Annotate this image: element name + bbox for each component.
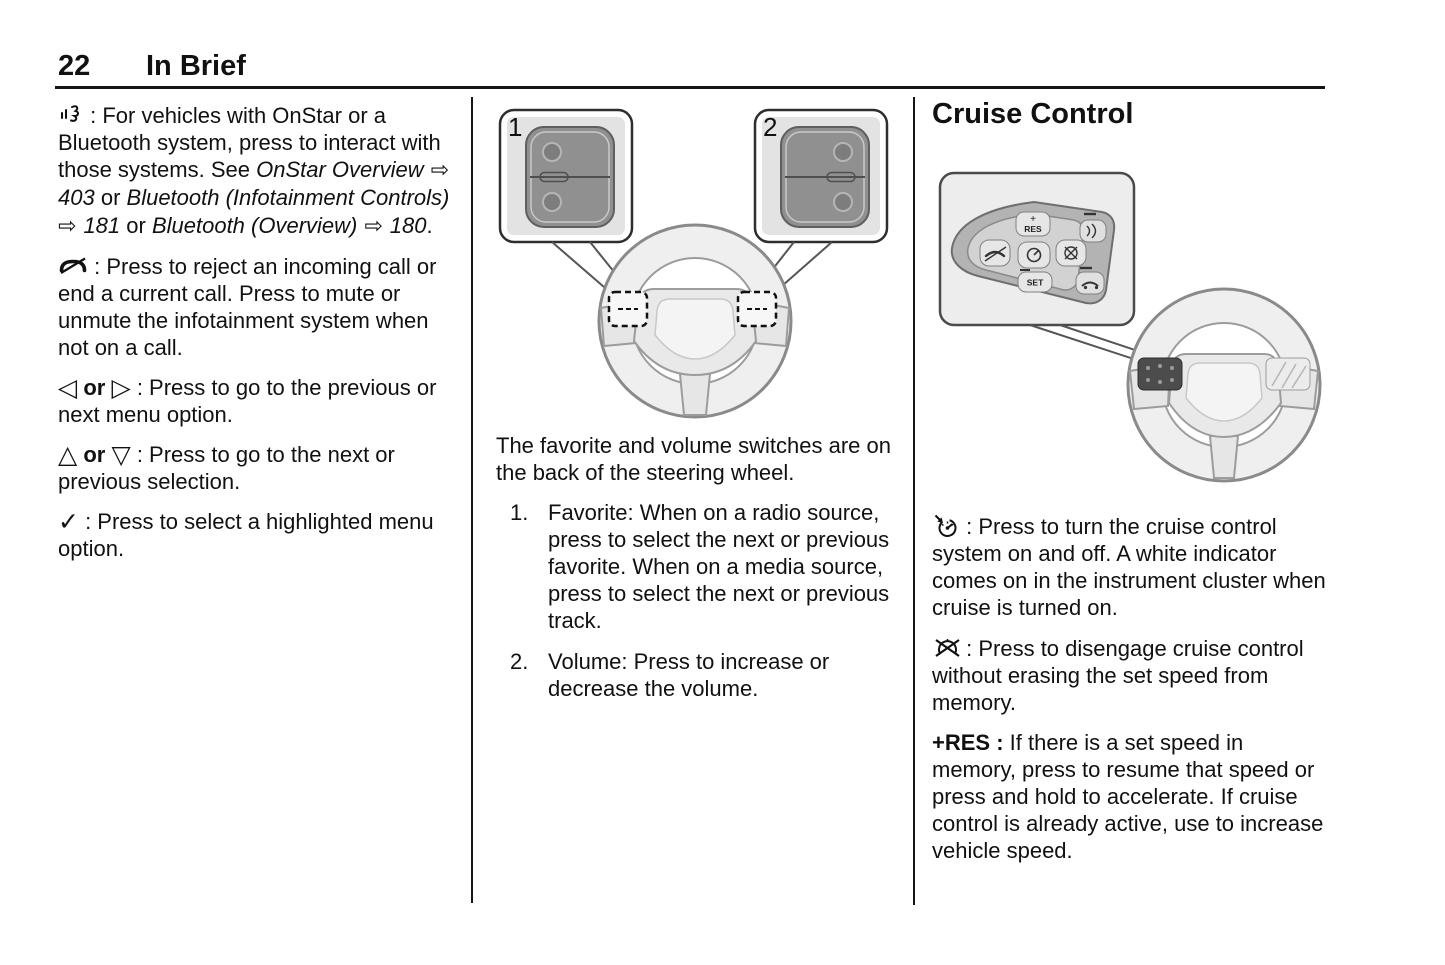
res-label: RES [1024, 224, 1042, 234]
header-rule [55, 86, 1325, 89]
steering-wheel-front [599, 225, 791, 417]
column-divider-2 [913, 97, 915, 905]
res-plus-label: + [1030, 214, 1036, 225]
callout-label-2: 2 [763, 112, 778, 142]
switch-list [496, 499, 894, 702]
middle-column [496, 432, 894, 716]
cruise-cancel-paragraph [932, 634, 1332, 716]
end-call-paragraph [58, 253, 458, 361]
voice-paragraph [58, 102, 458, 240]
list-number: 1. [510, 500, 529, 525]
cruise-on-off-icon [932, 512, 960, 538]
text-run: Press to select a highlighted menu option. [58, 509, 434, 561]
set-label: SET [1026, 277, 1044, 288]
cruise-pad-callout-box [940, 173, 1134, 325]
res-paragraph [932, 729, 1332, 864]
cruise-onoff-paragraph [932, 512, 1332, 621]
cruise-control-figure [934, 168, 1334, 486]
colon: : [78, 509, 98, 534]
callout-box-1 [500, 110, 632, 242]
colon: : [130, 375, 150, 400]
xref-page: 181 [83, 213, 121, 238]
section-title: In Brief [146, 50, 246, 82]
cruise-button-pad [1138, 358, 1182, 390]
colon: : [960, 636, 979, 661]
page-number: 22 [58, 50, 91, 82]
colon: : [960, 514, 979, 539]
steering-wheel-cruise [1128, 289, 1320, 481]
checkmark-icon: ✓ [58, 507, 79, 536]
steering-wheel-switches-figure [492, 103, 892, 421]
text-run: If there is a set speed in memory, press to resume that speed or press and hold to accelerate. If cruise control is already active, use to increase vehicle speed. [932, 730, 1324, 863]
end-call-icon [58, 254, 88, 278]
down-triangle-icon: ▽ [111, 440, 131, 469]
callout-label-1: 1 [508, 112, 523, 142]
next-triangle-icon: ▷ [111, 373, 131, 402]
text-run: Press to reject an incoming call or end a current call. Press to mute or unmute the infotainment system when not on a call. [58, 254, 437, 360]
xref-title: OnStar Overview [256, 157, 424, 182]
list-item [496, 648, 894, 702]
list-item [496, 499, 894, 634]
column-divider-1 [471, 97, 473, 903]
xref-arrow: ⇨ [423, 158, 450, 183]
select-paragraph [58, 508, 458, 562]
xref-title: Bluetooth (Infotainment Controls) [126, 185, 450, 210]
xref-title: Bluetooth (Overview) [151, 213, 358, 238]
text-run: For vehicles with OnStar or a Bluetooth system, press to interact with those systems. See [58, 103, 441, 182]
text-run: or [120, 213, 152, 238]
text-run: Press to turn the cruise control system on and off. A white indicator comes on in the instrument cluster when cruise is turned on. [932, 514, 1326, 620]
colon: : [130, 442, 150, 467]
left-column [58, 102, 458, 575]
voice-recognition-icon [58, 103, 84, 127]
list-text: Favorite: When on a radio source, press to select the next or previous favorite. When on a media source, press to select the next or previous track. [548, 500, 890, 633]
text-run: Press to go to the next or previous selection. [58, 442, 395, 494]
text-run: or [94, 185, 127, 210]
text-run: . [426, 213, 433, 238]
xref-arrow: ⇨ [58, 214, 84, 239]
prev-next-paragraph [58, 374, 458, 428]
switches-intro: The favorite and volume switches are on the back of the steering wheel. [496, 433, 891, 485]
text-run: Press to disengage cruise control without erasing the set speed from memory. [932, 636, 1304, 715]
up-triangle-icon: △ [58, 440, 78, 469]
pad-voice-button [1080, 220, 1106, 242]
res-label: +RES [932, 730, 991, 755]
callout-box-2 [755, 110, 887, 242]
or-label: or [77, 442, 112, 467]
xref-page: 180 [389, 213, 427, 238]
or-label: or [77, 375, 112, 400]
colon: : [88, 254, 107, 279]
list-text: Volume: Press to increase or decrease the volume. [548, 649, 830, 701]
list-number: 2. [510, 649, 529, 674]
xref-arrow: ⇨ [357, 214, 390, 239]
xref-page: 403 [58, 185, 95, 210]
up-down-paragraph [58, 441, 458, 495]
cruise-cancel-icon [932, 634, 960, 660]
colon: : [84, 103, 103, 128]
colon: : [990, 730, 1010, 755]
right-column [932, 512, 1332, 877]
cruise-control-title: Cruise Control [932, 98, 1134, 130]
text-run: Press to go to the previous or next menu option. [58, 375, 437, 427]
previous-triangle-icon: ◁ [58, 373, 78, 402]
